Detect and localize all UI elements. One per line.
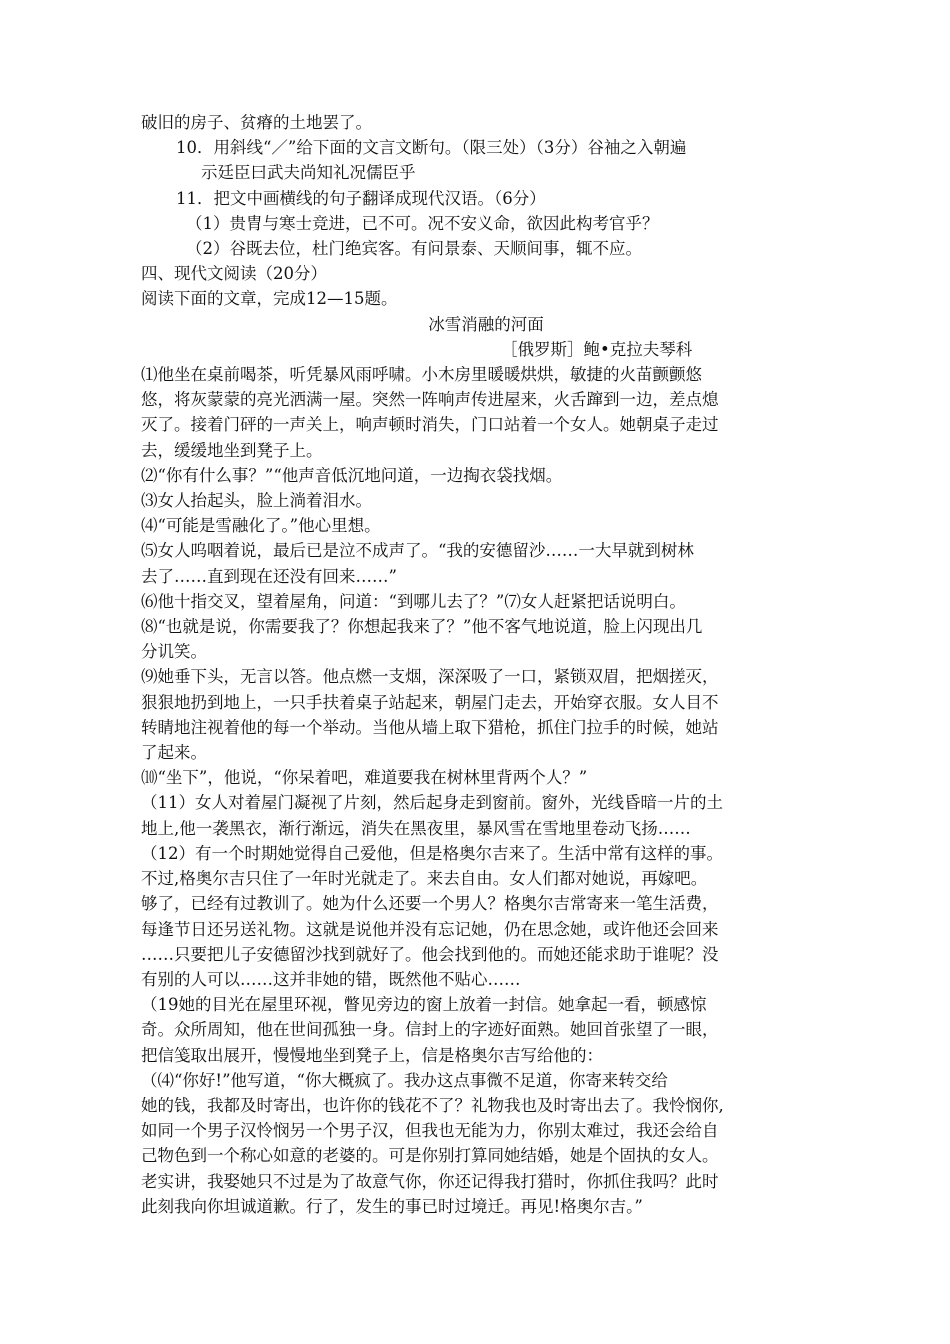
text-line: 把信笺取出展开，慢慢地坐到凳子上，信是格奥尔吉写给他的： <box>141 1045 603 1065</box>
text-line: 11．把文中画横线的句子翻译成现代汉语。（6分） <box>176 188 546 208</box>
text-line: （11）女人对着屋门凝视了片刻，然后起身走到窗前。窗外，光线昏暗一片的土 <box>141 793 723 813</box>
text-line: 够了，已经有过教训了。她为什么还要一个男人？格奥尔吉常寄来一笔生活费， <box>141 894 719 914</box>
text-line: 奇。众所周知，他在世间孤独一身。信封上的字迹好面熟。她回首张望了一眼， <box>141 1020 719 1040</box>
text-line: 如同一个男子汉怜悯另一个男子汉，但我也无能为力，你别太难过，我还会给自 <box>141 1121 719 1141</box>
text-line: 去，缓缓地坐到凳子上。 <box>141 440 323 460</box>
text-line: ⑻“也就是说，你需要我了？你想起我来了？”他不客气地说道，脸上闪现出几 <box>141 617 703 637</box>
text-line: ⑸女人呜咽着说，最后已是泣不成声了。“我的安德留沙……一大早就到树林 <box>141 541 694 561</box>
text-line: ［俄罗斯］鲍•克拉夫琴科 <box>501 339 693 359</box>
text-line: 悠，将灰蒙蒙的亮光洒满一屋。突然一阵响声传进屋来，火舌蹿到一边，差点熄 <box>141 390 719 410</box>
text-line: 阅读下面的文章，完成12—15题。 <box>141 289 398 309</box>
text-line: 示廷臣曰武夫尚知礼况儒臣乎 <box>201 163 416 183</box>
text-line: 去了……直到现在还没有回来……” <box>141 566 397 586</box>
text-line: 有别的人可以……这并非她的错，既然他不贴心…… <box>141 969 521 989</box>
text-line: 分讥笑。 <box>141 642 207 662</box>
text-line: （12）有一个时期她觉得自己爱他，但是格奥尔吉来了。生活中常有这样的事。 <box>141 843 723 863</box>
text-line: 破旧的房子、贫瘠的土地罢了。 <box>141 113 372 132</box>
text-line: ……只要把儿子安德留沙找到就好了。他会找到他的。而她还能求助于谁呢？没 <box>141 944 719 964</box>
text-line: （19她的目光在屋里环视，瞥见旁边的窗上放着一封信。她拿起一看，顿感惊 <box>141 995 707 1015</box>
text-line: ⑽“坐下”，他说，“你呆着吧，难道要我在树林里背两个人？” <box>141 768 588 788</box>
text-line: 冰雪消融的河面 <box>428 314 544 334</box>
text-line: 四、现代文阅读（20分） <box>141 264 327 284</box>
document-page <box>141 110 831 1219</box>
text-line: ⑷“可能是雪融化了。”他心里想。 <box>141 516 381 536</box>
text-line: ⑵“你有什么事？”“他声音低沉地问道，一边掏衣袋找烟。 <box>141 465 563 485</box>
text-line: 地上,他一袭黑衣，渐行渐远，消失在黑夜里，暴风雪在雪地里卷动飞扬…… <box>141 818 691 838</box>
text-line: 狠狠地扔到地上，一只手扶着桌子站起来，朝屋门走去，开始穿衣服。女人目不 <box>141 692 719 712</box>
text-line: ⑴他坐在桌前喝茶，听凭暴风雨呼啸。小木房里暖暖烘烘，敏捷的火苗颤颤悠 <box>141 365 702 385</box>
text-line: （⑷“你好!”他写道，“你大概疯了。我办这点事微不足道，你寄来转交给 <box>141 1070 668 1090</box>
text-line: 她的钱，我都及时寄出，也许你的钱花不了？礼物我也及时寄出去了。我怜悯你, <box>141 1095 724 1115</box>
text-line: ⑹他十指交叉，望着屋角，问道：“到哪儿去了？”⑺女人赶紧把话说明白。 <box>141 591 686 611</box>
text-line: 每逢节日还另送礼物。这就是说他并没有忘记她，仍在思念她，或许他还会回来 <box>141 919 719 939</box>
text-line: 转睛地注视着他的每一个举动。当他从墙上取下猎枪，抓住门拉手的时候，她站 <box>141 717 719 737</box>
text-line: 10．用斜线“／”给下面的文言文断句。（限三处）（3分）谷袖之入朝遍 <box>176 138 687 158</box>
text-line: 不过,格奥尔吉只住了一年时光就走了。来去自由。女人们都对她说，再嫁吧。 <box>141 869 708 889</box>
text-line: 老实讲，我娶她只不过是为了故意气你，你还记得我打猎时，你抓住我吗？此时 <box>141 1171 719 1191</box>
text-line: ⑶女人抬起头，脸上淌着泪水。 <box>141 491 372 511</box>
text-line: 此刻我向你坦诚道歉。行了，发生的事已时过境迁。再见!格奥尔吉。” <box>141 1196 643 1216</box>
text-line: 己物色到一个称心如意的老婆的。可是你别打算同她结婚，她是个固执的女人。 <box>141 1146 719 1166</box>
text-line: （1）贵胄与寒士竞进，已不可。况不安义命，欲因此构考官乎？ <box>186 213 659 233</box>
text-line: 了起来。 <box>141 743 207 763</box>
text-line: （2）谷既去位，杜门绝宾客。有问景泰、天顺间事，辄不应。 <box>186 239 642 259</box>
text-line: 灭了。接着门砰的一声关上，响声顿时消失，门口站着一个女人。她朝桌子走过 <box>141 415 719 435</box>
text-line: ⑼她垂下头，无言以答。他点燃一支烟，深深吸了一口，紧锁双眉，把烟搓灭， <box>141 667 719 687</box>
